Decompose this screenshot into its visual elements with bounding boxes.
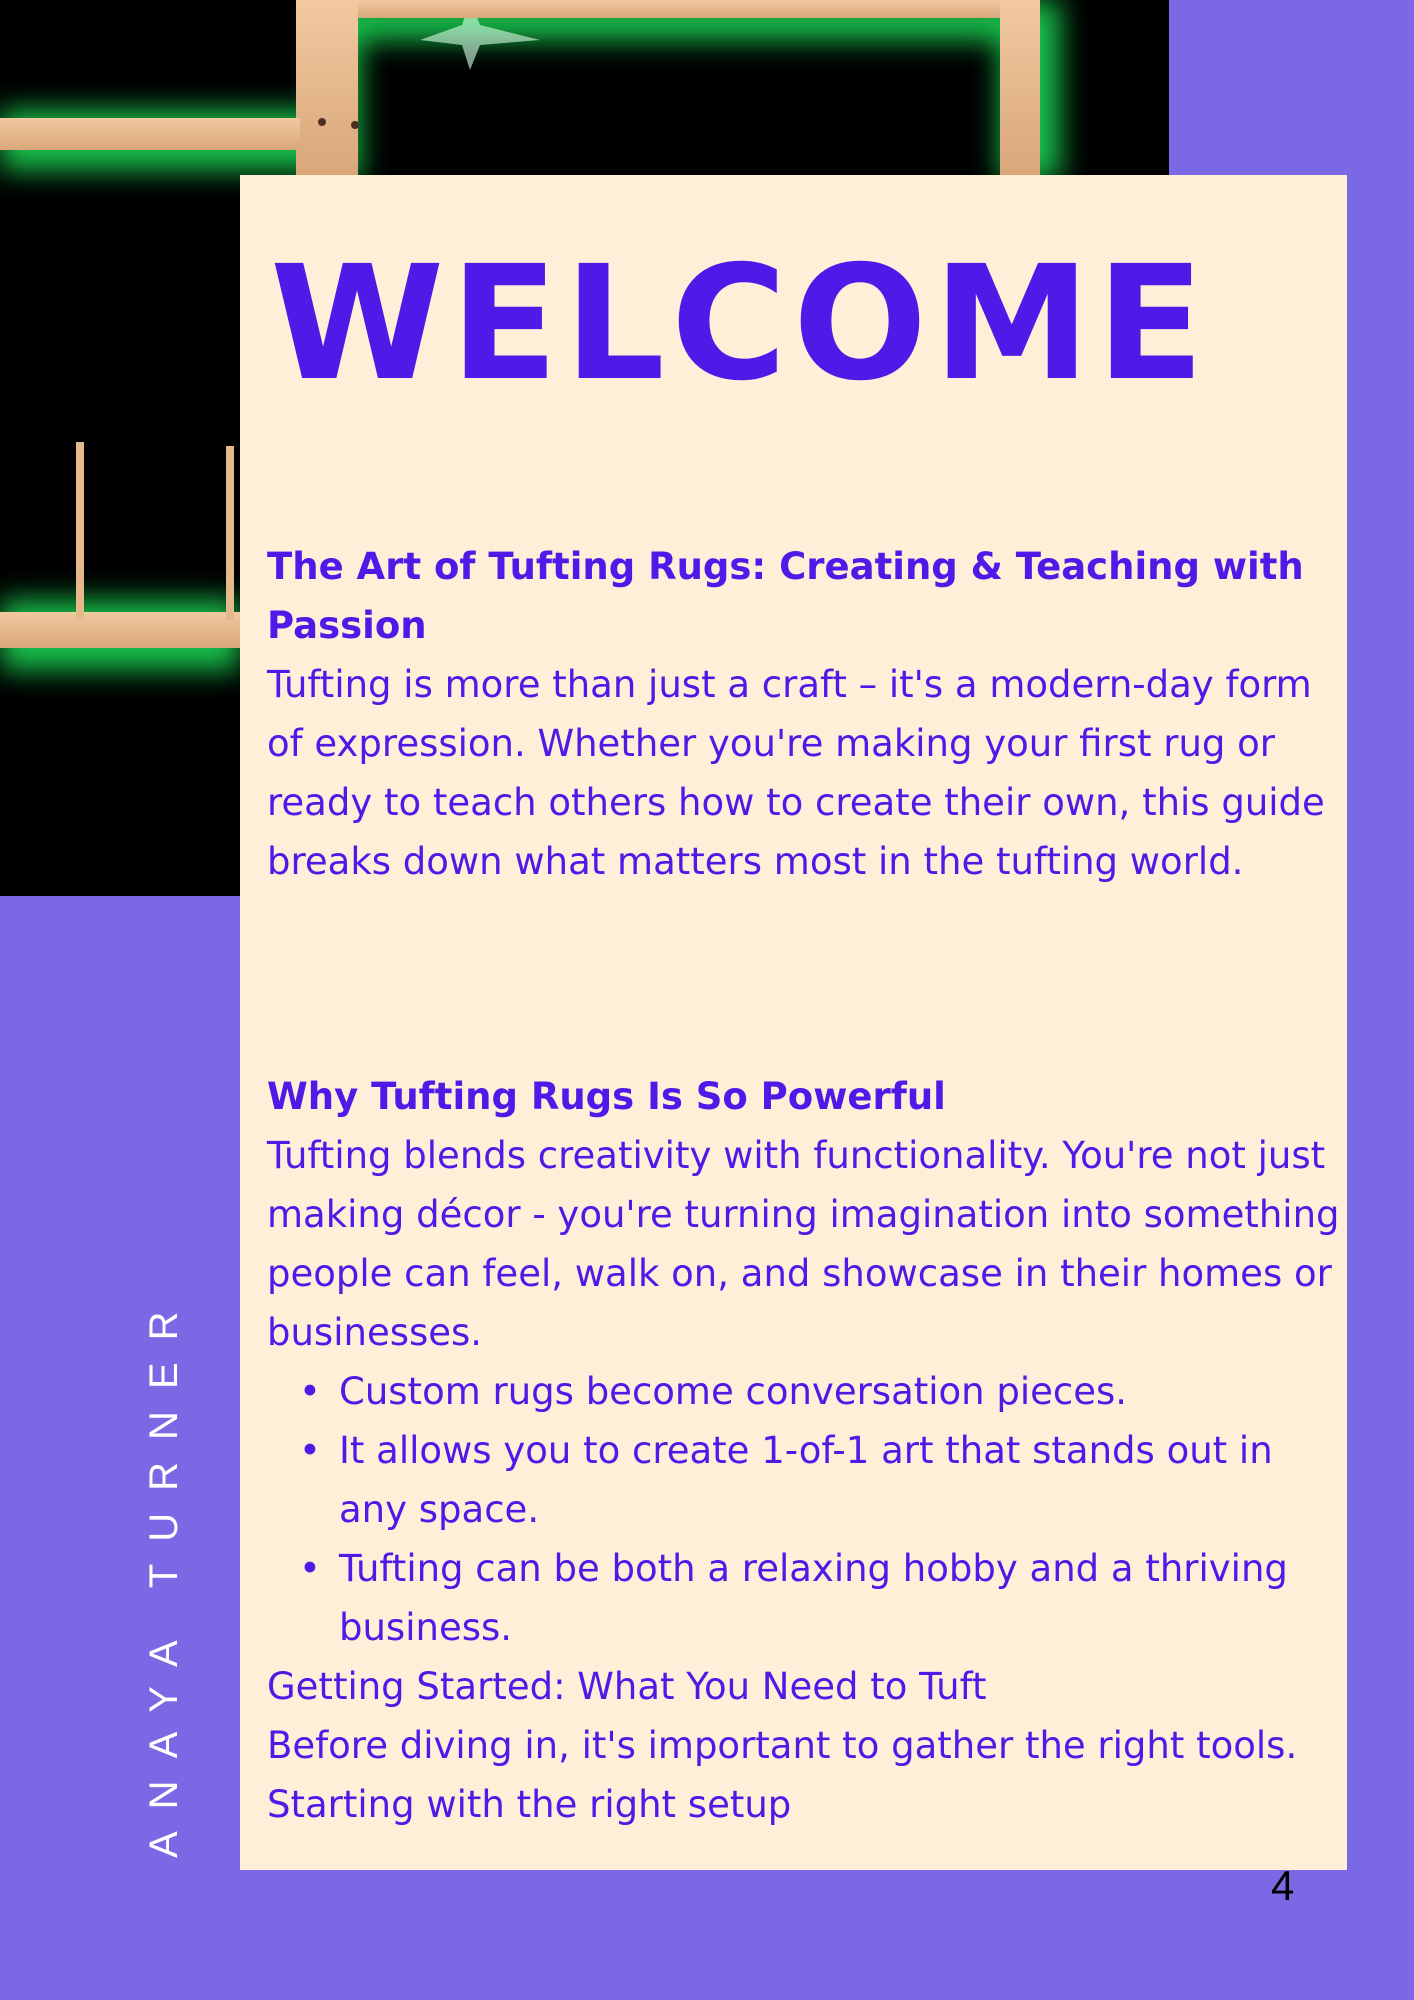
- intro-section: [267, 537, 1352, 891]
- list-item: [267, 1421, 1352, 1539]
- page-number: 4: [1271, 1862, 1295, 1909]
- power-heading: Why Tufting Rugs Is So Powerful: [267, 1075, 946, 1118]
- bullet-icon: •: [299, 1370, 321, 1413]
- power-section: [267, 1067, 1352, 1834]
- author-name: ANAYA TURNER: [142, 1289, 186, 1858]
- content-card: [240, 175, 1347, 1870]
- list-item: [267, 1362, 1352, 1421]
- getting-started-body: Before diving in, it's important to gather the right tools. Starting with the right setup: [267, 1724, 1298, 1826]
- list-item-text: Custom rugs become conversation pieces.: [339, 1370, 1128, 1413]
- list-item-text: Tufting can be both a relaxing hobby and a thriving business.: [339, 1547, 1288, 1649]
- bullet-icon: •: [299, 1429, 321, 1472]
- intro-heading: The Art of Tufting Rugs: Creating & Teaching with Passion: [267, 545, 1304, 647]
- bullet-icon: •: [299, 1547, 321, 1590]
- power-body: Tufting blends creativity with functionality. You're not just making décor - you're turning imagination into something people can feel, walk on, and showcase in their homes or businesses.: [267, 1134, 1340, 1354]
- intro-body: Tufting is more than just a craft – it's a modern-day form of expression. Whether you're making your first rug or ready to teach others how to create their own, this guide breaks down what matters most in the tufting world.: [267, 663, 1325, 883]
- list-item: [267, 1539, 1352, 1657]
- benefits-list: [267, 1362, 1352, 1657]
- getting-started-heading: Getting Started: What You Need to Tuft: [267, 1665, 987, 1708]
- page-title: WELCOME: [270, 232, 1211, 416]
- list-item-text: It allows you to create 1-of-1 art that stands out in any space.: [339, 1429, 1273, 1531]
